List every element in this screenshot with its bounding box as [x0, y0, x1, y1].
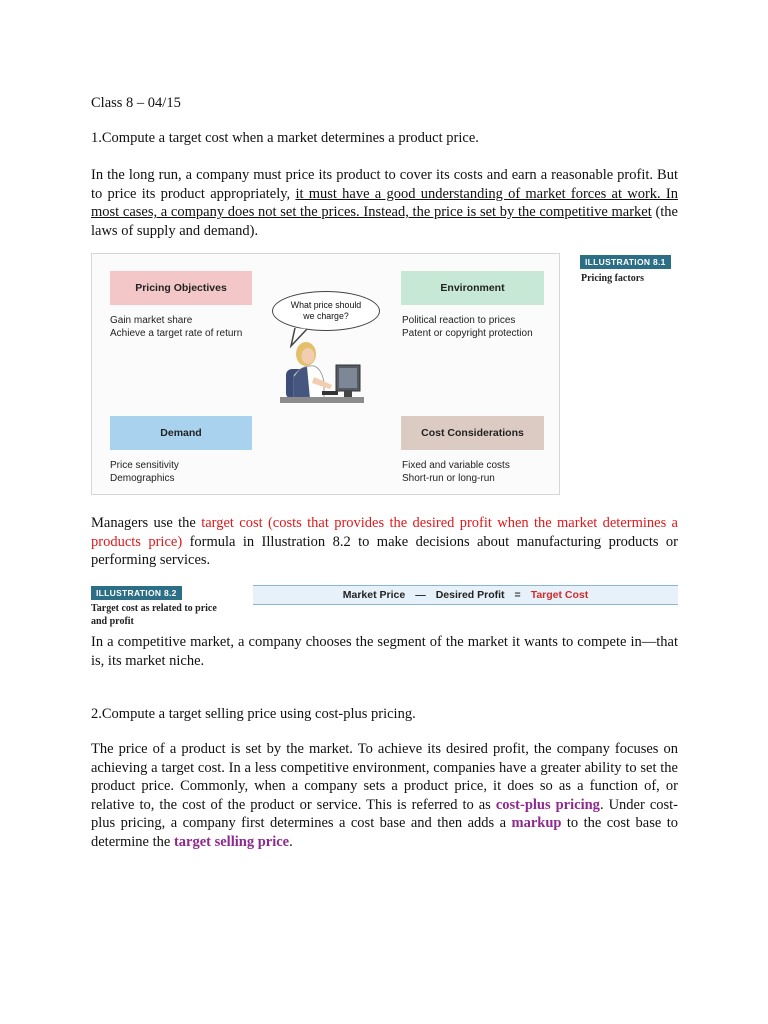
- formula-term-market-price: Market Price: [342, 589, 406, 601]
- pricing-factors-figure: [91, 253, 560, 495]
- formula-equals: =: [514, 589, 521, 601]
- target-selling-price-term: target selling price: [173, 833, 290, 850]
- demand-box: Demand: [110, 416, 252, 450]
- illustration-8-1-tag: ILLUSTRATION 8.1: [580, 255, 671, 269]
- para2-end: formula in Illustration 8.2 to make decisions about manufacturing products or performing services.: [91, 533, 678, 569]
- bubble-line1: What price should: [290, 300, 362, 310]
- list-item: Patent or copyright protection: [402, 328, 533, 339]
- list-item: Achieve a target rate of return: [110, 328, 243, 339]
- para1-text: In the long run, a company must price its product to cover its costs and earn a reasonable profit. But to price its product appropriately,: [91, 167, 678, 202]
- section2-text: .: [289, 833, 293, 850]
- para2-start: Managers use the: [91, 515, 202, 531]
- cost-plus-pricing-term: cost-plus pricing: [495, 796, 600, 813]
- illustration-8-1-caption: Pricing factors: [581, 273, 645, 284]
- section2-paragraph: [91, 740, 678, 852]
- section2-heading: 2.Compute a target selling price using cost-plus pricing.: [91, 706, 416, 722]
- cost-considerations-box: Cost Considerations: [401, 416, 544, 450]
- pricing-objectives-box: Pricing Objectives: [110, 271, 252, 305]
- para1-end: (the laws of supply and demand).: [91, 204, 678, 239]
- caption-line: Target cost as related to price: [91, 603, 217, 614]
- illustration-8-2-tag: ILLUSTRATION 8.2: [91, 586, 182, 600]
- pricing-objectives-list: [110, 314, 242, 340]
- list-item: Fixed and variable costs: [402, 460, 510, 471]
- section2-text: The price of a product is set by the market. To achieve its desired profit, the company focuses on achieving a target cost. In a less competitive environment, companies have a greater ability to set the product price. Commonly, when a company sets a product price, it does so as a function of, or relative to, the cost of the product or service. This is referred to as: [91, 741, 678, 813]
- formula-term-desired-profit: Desired Profit: [435, 589, 505, 601]
- formula-result-target-cost: Target Cost: [530, 589, 589, 601]
- formula-minus: —: [415, 589, 426, 601]
- list-item: Price sensitivity: [110, 460, 179, 471]
- markup-term: markup: [511, 815, 562, 832]
- environment-list: [402, 314, 533, 340]
- environment-box: Environment: [401, 271, 544, 305]
- speech-bubble: [272, 291, 380, 331]
- section2-text: . Under cost-plus pricing, a company first determines a cost base and then adds a: [91, 796, 679, 832]
- cost-considerations-list: [402, 459, 510, 485]
- list-item: Short-run or long-run: [402, 473, 495, 484]
- businesswoman-at-computer-icon: [280, 339, 364, 405]
- list-item: Political reaction to prices: [402, 315, 516, 326]
- illustration-8-2-caption: [91, 603, 217, 628]
- demand-list: [110, 459, 179, 485]
- list-item: Gain market share: [110, 315, 193, 326]
- page-header: Class 8 – 04/15: [91, 95, 181, 111]
- section1-heading: 1.Compute a target cost when a market determines a product price.: [91, 130, 479, 146]
- bubble-line2: we charge?: [303, 311, 349, 321]
- section1-paragraph3: In a competitive market, a company chooses the segment of the market it wants to compete in—that is, its market niche.: [91, 634, 678, 669]
- target-cost-formula: [253, 585, 678, 605]
- para1-underlined: it must have a good understanding of market forces at work. In most cases, a company does not set the prices. Instead, the price is set by the competitive market: [91, 185, 678, 221]
- section1-paragraph2: [91, 514, 678, 570]
- section1-paragraph1: [91, 166, 678, 240]
- list-item: Demographics: [110, 473, 175, 484]
- target-cost-definition: target cost (costs that provides the desired profit when the market determines a products price): [91, 515, 678, 550]
- section2-text: to the cost base to determine the: [91, 815, 678, 850]
- caption-line: and profit: [91, 615, 134, 627]
